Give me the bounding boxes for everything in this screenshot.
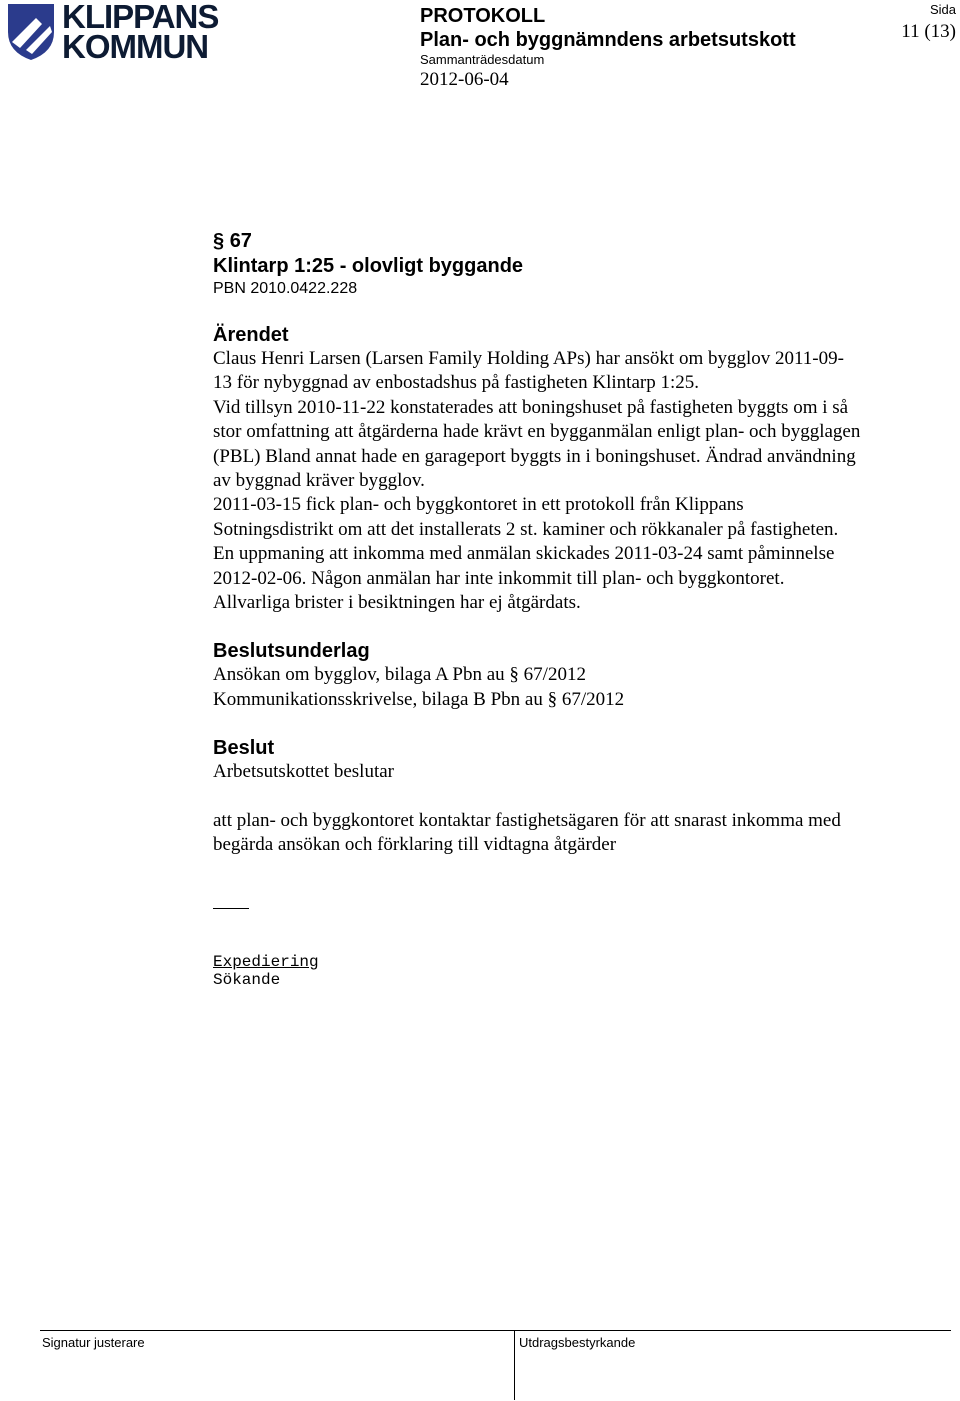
section-title: Klintarp 1:25 - olovligt byggande <box>213 255 524 277</box>
arendet-line: Allvarliga brister i besiktningen har ej åtgärdats. <box>213 592 581 614</box>
arendet-line: 2011-03-15 fick plan- och byggkontoret in ett protokoll från Klippans <box>213 494 744 516</box>
coat-of-arms-icon <box>6 2 56 62</box>
decision-line: begärda ansökan och förklaring till vidtagna åtgärder <box>213 834 617 856</box>
decision-line: att plan- och byggkontoret kontaktar fastighetsägaren för att snarast inkomma med <box>213 809 841 831</box>
signature-label: Signatur justerare <box>42 1335 145 1350</box>
arendet-heading: Ärendet <box>213 324 289 346</box>
beslutsunderlag-list <box>213 663 943 712</box>
logo-wordmark <box>62 0 219 65</box>
beslutsunderlag-heading: Beslutsunderlag <box>213 640 370 663</box>
attachment-item: Ansökan om bygglov, bilaga A Pbn au § 67/2012 <box>213 664 586 686</box>
paragraph-symbol: § <box>213 230 225 252</box>
arendet-line: Claus Henri Larsen (Larsen Family Holding APs) har ansökt om bygglov 2011-09- <box>213 348 844 369</box>
logo-line-2: KOMMUN <box>62 28 209 65</box>
expediering-recipient: Sökande <box>213 970 281 989</box>
section-number: 67 <box>229 230 252 252</box>
arendet-line: stor omfattning att åtgärderna hade krävt en bygganmälan enligt plan- och bygglagen <box>213 421 861 443</box>
attachment-item: Kommunikationsskrivelse, bilaga B Pbn au § 67/2012 <box>213 688 625 710</box>
section-number-line <box>213 229 943 254</box>
certification-label: Utdragsbestyrkande <box>519 1335 636 1350</box>
municipality-logo <box>6 0 219 65</box>
document-body <box>213 229 943 989</box>
expediering-title: Expediering <box>213 952 319 971</box>
arendet-line: 2012-02-06. Någon anmälan har inte inkommit till plan- och byggkontoret. <box>213 567 785 589</box>
page-label: Sida <box>929 2 956 17</box>
arendet-text <box>213 347 943 615</box>
meeting-date-label: Sammanträdesdatum <box>420 52 545 67</box>
arendet-line: En uppmaning att inkomma med anmälan skickades 2011-03-24 samt påminnelse <box>213 543 835 565</box>
arendet-line: Vid tillsyn 2010-11-22 konstaterades att boningshuset på fastigheten byggts om i så <box>213 396 849 418</box>
beslut-heading: Beslut <box>213 737 275 760</box>
case-reference: PBN 2010.0422.228 <box>213 280 358 297</box>
committee-name: Plan- och byggnämndens arbetsutskott <box>420 29 796 51</box>
decision-text <box>213 809 943 858</box>
page-number: 11 (13) <box>901 21 956 42</box>
document-type: PROTOKOLL <box>420 5 546 27</box>
meeting-date: 2012-06-04 <box>420 69 509 90</box>
arendet-line: (PBL) Bland annat hade en garageport byggts in i boningshuset. Ändrad användning <box>213 445 856 467</box>
arendet-line: av byggnad kräver bygglov. <box>213 470 425 492</box>
footer-rule <box>40 1330 951 1331</box>
arendet-line: Sotningsdistrikt om att det installerats 2 st. kaminer och rökkanaler på fastigheten. <box>213 518 839 540</box>
beslut-intro: Arbetsutskottet beslutar <box>213 761 394 783</box>
logo-line-1: KLIPPANS <box>62 0 219 35</box>
expediering-block <box>213 953 943 989</box>
footer-divider <box>514 1330 515 1400</box>
arendet-line: 13 för nybyggnad av enbostadshus på fastigheten Klintarp 1:25. <box>213 372 699 394</box>
